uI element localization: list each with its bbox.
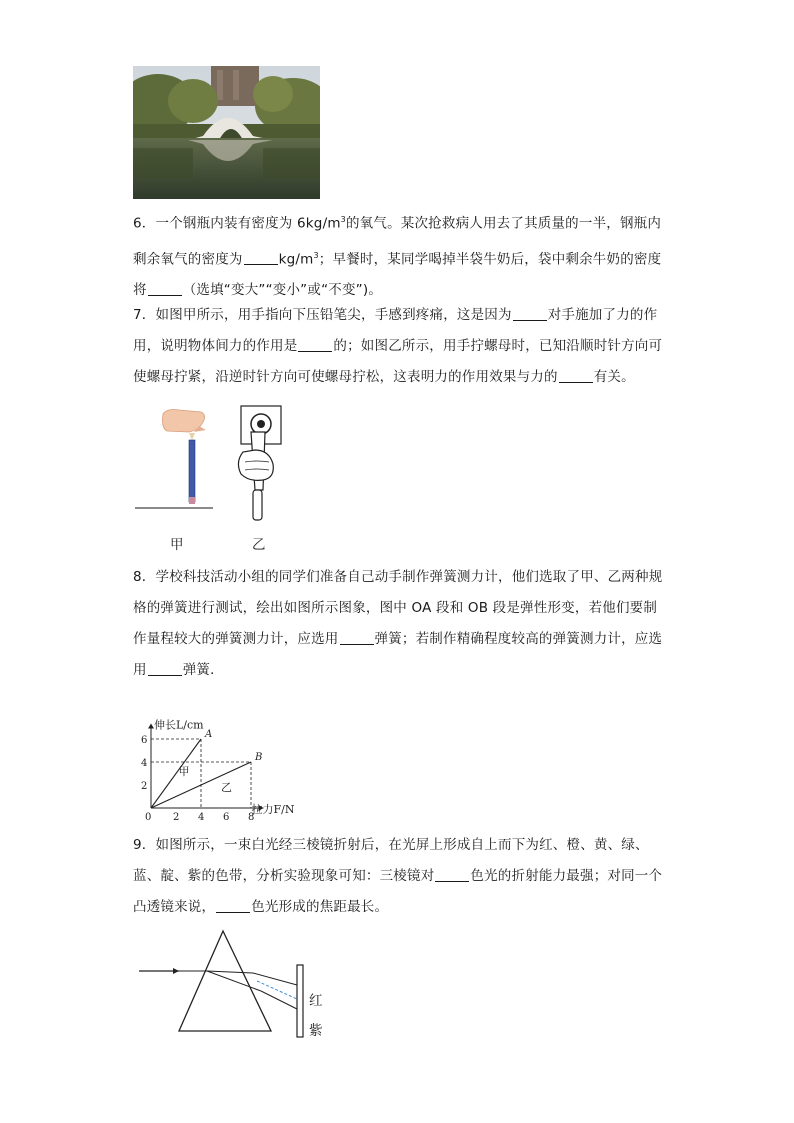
y-tick-label: 4 [141, 758, 148, 769]
q6-superscript-2: 3 [313, 250, 319, 260]
spring-chart [133, 698, 333, 822]
wrench-hand-drawing [238, 406, 281, 520]
label-violet: 紫 [309, 1023, 323, 1039]
answer-blank[interactable] [244, 250, 278, 265]
q8-text-3: 弹簧． [182, 662, 224, 678]
q7-text-1: 如图甲所示，用手指向下压铅笔尖，手感到疼痛，这是因为 [155, 307, 512, 323]
question-8 [133, 562, 663, 686]
question-number: 8． [133, 569, 156, 585]
figure-label-jia: 甲 [170, 537, 184, 553]
q6-superscript-1: 3 [340, 215, 346, 224]
answer-blank[interactable] [559, 368, 593, 383]
answer-blank[interactable] [513, 306, 547, 321]
q9-text-3: 色光形成的焦距最长。 [251, 899, 389, 915]
x-tick-label: 8 [248, 812, 255, 822]
violet-ray [261, 991, 297, 1009]
prism-figure [133, 925, 353, 1045]
q8-text-2: 弹簧；若制作精确程度较高的弹簧测力计，应选用 [133, 631, 663, 678]
x-axis-label: 拉力F/N [251, 803, 295, 816]
answer-blank[interactable] [340, 630, 374, 645]
x-tick-label: 4 [198, 812, 205, 822]
question-9 [133, 830, 663, 923]
answer-blank[interactable] [435, 867, 469, 882]
pencil-wrench-figure [133, 400, 293, 553]
point-label-A: A [205, 729, 213, 740]
series-line-1 [151, 739, 201, 808]
light-screen [297, 965, 303, 1037]
q7-text-2: 对手施加了力的作用，说明物体间力的作用是 [133, 307, 658, 354]
answer-blank[interactable] [216, 898, 250, 913]
question-7 [133, 300, 663, 393]
q6-text-5: （选填“变大”“变小”或“不变”)。 [182, 282, 383, 298]
question-6 [133, 204, 663, 306]
q9-text-1: 如图所示，一束白光经三棱镜折射后，在光屏上形成自上而下为红、橙、黄、绿、蓝、靛、紫的色带，分析实验现象可知：三棱镜对 [133, 837, 649, 884]
answer-blank[interactable] [148, 281, 182, 296]
question-number: 9． [133, 837, 156, 853]
arrow-icon [173, 968, 179, 974]
x-tick-label: 2 [173, 812, 180, 822]
q6-text-2: 的氧气。某次抢救病人用去了其质量的一半，钢瓶内剩余氧气的密度为 [133, 215, 662, 267]
q9-text-2: 色光的折射能力最强；对同一个凸透镜来说， [133, 868, 663, 915]
q7-text-3: 的；如图乙所示，用手拧螺母时，已知沿顺时针方向可使螺母拧紧，沿逆时针方向可使螺母拧松，这表明力的作用效果与力的 [133, 338, 663, 385]
q8-text-1: 学校科技活动小组的同学们准备自己动手制作弹簧测力计，他们选取了甲、乙两种规格的弹簧进行测试，绘出如图所示图象，图中 OA 段和 OB 段是弹性形变，若他们要制作量程较大的弹簧测力计，应选用 [133, 569, 663, 647]
question-number: 7． [133, 307, 156, 323]
q6-text-1: 一个钢瓶内装有密度为 6kg/m [155, 215, 341, 232]
series-label-jia: 甲 [178, 765, 190, 779]
series-label-yi: 乙 [221, 781, 232, 794]
y-axis-label: 伸长L/cm [154, 718, 204, 732]
y-tick-label: 2 [141, 781, 148, 792]
answer-blank[interactable] [148, 661, 182, 676]
figure-label-yi: 乙 [252, 537, 266, 553]
red-ray [253, 973, 297, 985]
q6-text-3: kg/m [278, 251, 314, 267]
x-tick-label: 0 [145, 812, 152, 822]
x-tick-label: 6 [223, 812, 230, 822]
bridge-lake-photo [133, 66, 320, 199]
pencil-finger-drawing [135, 410, 213, 509]
answer-blank[interactable] [298, 337, 332, 352]
question-number: 6． [133, 215, 156, 232]
q6-text-4: ；早餐时，某同学喝掉半袋牛奶后，袋中剩余牛奶的密度将 [133, 251, 662, 298]
point-label-B: B [255, 752, 263, 763]
y-tick-label: 6 [141, 735, 148, 746]
label-red: 红 [309, 993, 323, 1009]
q7-text-4: 有关。 [593, 369, 635, 385]
